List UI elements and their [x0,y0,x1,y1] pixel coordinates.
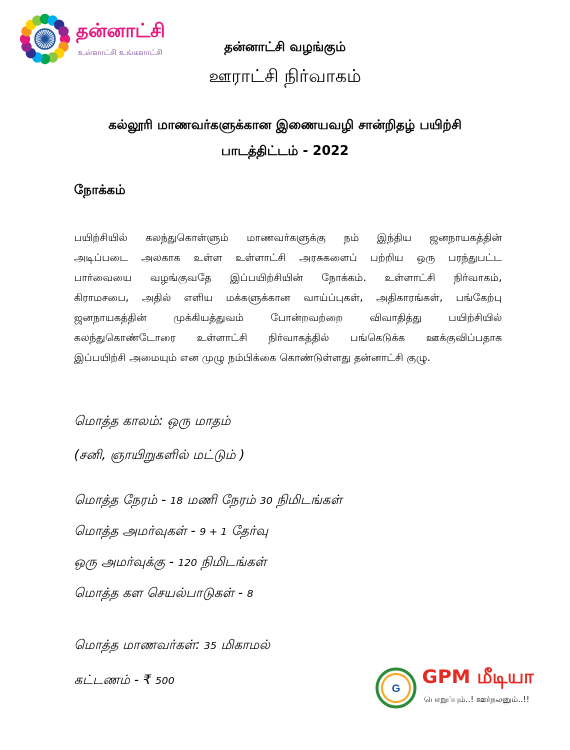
gpm-name: GPM மீடியா [422,666,534,688]
label-text: மொத்த மாணவர்கள்: [74,638,205,653]
label-text: மொத்த நேரம் - [74,493,171,508]
label-text: மிகாமல் [216,638,271,653]
label-text: மொத்த கள செயல்பாடுகள் - [74,586,247,601]
label-text: நிமிடங்கள் [272,493,343,508]
course-title-line-2: பாடத்திட்டம் - 2022 [221,144,349,159]
course-title-line-1: கல்லூரி மாணவர்களுக்கான இணையவழி சான்றிதழ் பயிற்சி [108,118,462,133]
paragraph-line: கிராமசபை, அதில் எளிய மக்களுக்கான வாய்ப்புகள், அதிகாரங்கள், பங்கேற்பு [74,292,502,304]
value-number: 8 [246,589,254,600]
svg-text:G: G [391,683,401,695]
value-number: 18 [170,496,183,507]
objective-paragraph [74,228,502,368]
field-activities [74,586,253,602]
gpm-media-logo [374,664,550,712]
paragraph-line: கலந்துகொண்டோரை உள்ளாட்சி நிர்வாகத்தில் பங்கெடுக்க ஊக்குவிப்பதாக [74,332,502,344]
value-number: 9 + 1 [199,527,228,538]
value-number: 500 [155,676,175,687]
total-sessions [74,524,268,540]
logo-name: தன்னாட்சி [76,20,166,42]
total-duration: மொத்த காலம்: ஒரு மாதம் [74,414,231,429]
program-heading: ஊராட்சி நிர்வாகம் [208,66,362,87]
paragraph-line: பார்வையை வழங்குவதே இப்பயிற்சியின் நோக்கம். உள்ளாட்சி நிர்வாகம், [74,272,502,284]
logo-tagline: உள்ளாட்சி உங்களாட்சி [78,48,163,57]
label-text: நிமிடங்கள் [197,555,267,570]
schedule-days: (சனி, ஞாயிறுகளில் மட்டும் ) [74,448,245,463]
gpm-emblem-icon [374,666,418,710]
paragraph-line: இப்பயிற்சி அமையும் என முழு நம்பிக்கை கொண்டுள்ளது தன்னாட்சி குழு. [74,352,431,364]
chakra-wheel-icon [18,12,72,66]
paragraph-line: அடிப்படை அலகாக உள்ள உள்ளாட்சி அரசுகளைப் பற்றிய ஒரு பரந்துபட்ட [74,252,502,264]
gpm-tagline: பொறுப்பும்..! ஊர்நலனும்..!! [424,695,530,704]
value-number: 120 [177,558,198,569]
total-hours [74,493,342,509]
value-number: 30 [259,496,273,507]
presenter-heading: தன்னாட்சி வழங்கும் [224,40,346,55]
course-fee [74,673,174,689]
logo-petal [58,26,68,36]
value-number: 35 [204,641,217,652]
label-text: தேர்வு [227,524,269,539]
per-session-duration [74,555,267,571]
label-text: கட்டணம் - ₹ [74,673,156,688]
paragraph-line: ஜனநாயகத்தின் முக்கியத்துவம் போன்றவற்றை விவாதித்து பயிற்சியில் [74,312,502,324]
label-text: மணி நேரம் [182,493,260,508]
total-students [74,638,270,654]
label-text: மொத்த அமர்வுகள் - [74,524,200,539]
objective-heading: நோக்கம் [74,183,126,198]
label-text: ஒரு அமர்வுக்கு - [74,555,178,570]
paragraph-line: பயிற்சியில் கலந்துகொள்ளும் மாணவர்களுக்கு நம் இந்திய ஜனநாயகத்தின் [74,232,502,244]
